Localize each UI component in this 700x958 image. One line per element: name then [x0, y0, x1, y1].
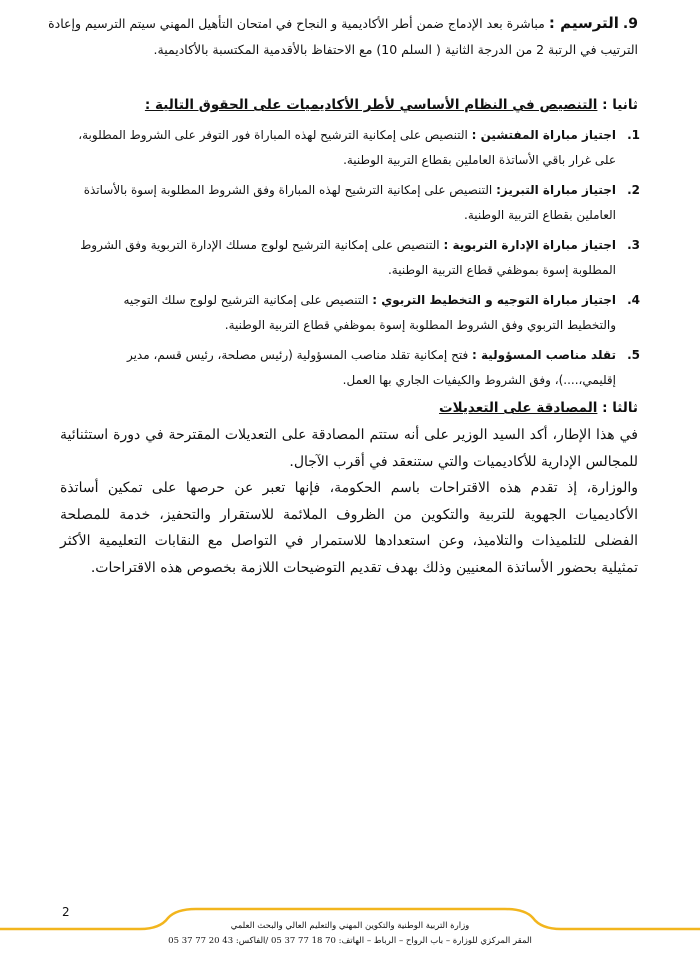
list-item-number: 2.	[627, 183, 640, 197]
list-item	[75, 233, 640, 283]
list-item-heading: اجتياز مباراة التبريز:	[496, 183, 616, 197]
list-item-text: التنصيص على إمكانية الترشيح لولوج مسلك الإدارة التربوية وفق الشروط المطلوبة إسوة بموظفي قطاع التربية الوطنية.	[80, 238, 616, 277]
list-item-heading: اجتياز مباراة التوجيه و التخطيط التربوي :	[372, 293, 616, 307]
section-3-label: ثالثا :	[602, 400, 638, 416]
list-item	[75, 288, 640, 338]
list-item-number: 1.	[627, 128, 640, 142]
list-item	[75, 178, 640, 228]
section-3-paragraph-2: والوزارة، إذ تقدم هذه الاقتراحات باسم الحكومة، فإنها تعبر عن حرصها على تمكين أساتذة الأكاديميات الجهوية للتربية والتكوين من الظروف الملائمة للاستقرار والتحفيز، خدمة للمصلحة الفضلى للتلميذات والتلاميذ، وعن استعدادها للاستمرار في التواصل مع النقابات التعليمية الأكثر تمثيلية بحضور الأساتذة المعنيين وذلك بهدف تقديم التوضيحات اللازمة بخصوص هذه الاقتراحات.	[60, 480, 638, 576]
list-item-number: 3.	[627, 238, 640, 252]
footer-ministry-name: وزارة التربية الوطنية والتكوين المهني والتعليم العالي والبحث العلمي	[230, 921, 470, 931]
section-3-title	[439, 400, 638, 416]
list-item-heading: تقلد مناصب المسؤولية :	[472, 348, 616, 362]
list-item-heading: اجتياز مباراة الإدارة التربوية :	[443, 238, 616, 252]
list-item-number: 4.	[627, 293, 640, 307]
list-item	[75, 343, 640, 393]
section-2-title	[145, 97, 638, 113]
item-9-paragraph	[48, 10, 638, 63]
list-item-text: التنصيص على إمكانية الترشيح لولوج سلك التوجيه والتخطيط التربوي وفق الشروط المطلوبة إسوة بموظفي قطاع التربية الوطنية.	[123, 293, 616, 332]
list-item-heading: اجتياز مباراة المفتشين :	[471, 128, 616, 142]
section-2-heading: التنصيص في النظام الأساسي لأطر الأكاديميات على الحقوق التالية :	[144, 97, 598, 113]
item-9-number: 9.	[622, 16, 638, 32]
page-number: 2	[62, 905, 70, 919]
list-item-text: فتح إمكانية تقلد مناصب المسؤولية (رئيس مصلحة، رئيس قسم، مدير إقليمي،....)، وفق الشروط والكيفيات الجاري بها العمل.	[126, 348, 616, 387]
section-2-list	[75, 123, 640, 398]
list-item	[75, 123, 640, 173]
item-9-heading: الترسيم :	[548, 14, 619, 32]
list-item-text: التنصيص على إمكانية الترشيح لهذه المباراة وفق الشروط المطلوبة إسوة بالأساتذة العاملين بقطاع التربية الوطنية.	[83, 183, 616, 222]
footer-address: المقر المركزي للوزارة – باب الرواح – الرباط – الهاتف: 70 18 77 37 05 /الفاكس: 43 20 77 37 05	[168, 936, 532, 946]
section-2-label: ثانيا :	[602, 97, 638, 113]
section-3-heading: المصادقة على التعديلات	[439, 400, 598, 416]
list-item-text: التنصيص على إمكانية الترشيح لهذه المباراة فور التوفر على الشروط المطلوبة، على غرار باقي الأساتذة العاملين بقطاع التربية الوطنية.	[78, 128, 616, 167]
item-9-text: مباشرة بعد الإدماج ضمن أطر الأكاديمية و النجاح في امتحان التأهيل المهني سيتم الترسيم وإعادة الترتيب في الرتبة 2 من الدرجة الثانية ( السلم 10) مع الاحتفاظ بالأقدمية المكتسبة بالأكاديمية.	[48, 16, 638, 57]
section-3-paragraph-1: في هذا الإطار، أكد السيد الوزير على أنه ستتم المصادقة على التعديلات المقترحة في دورة استثنائية للمجالس الإدارية للأكاديميات والتي ستنعقد في أقرب الآجال.	[60, 427, 638, 470]
list-item-number: 5.	[627, 348, 640, 362]
section-3-body	[60, 422, 638, 581]
